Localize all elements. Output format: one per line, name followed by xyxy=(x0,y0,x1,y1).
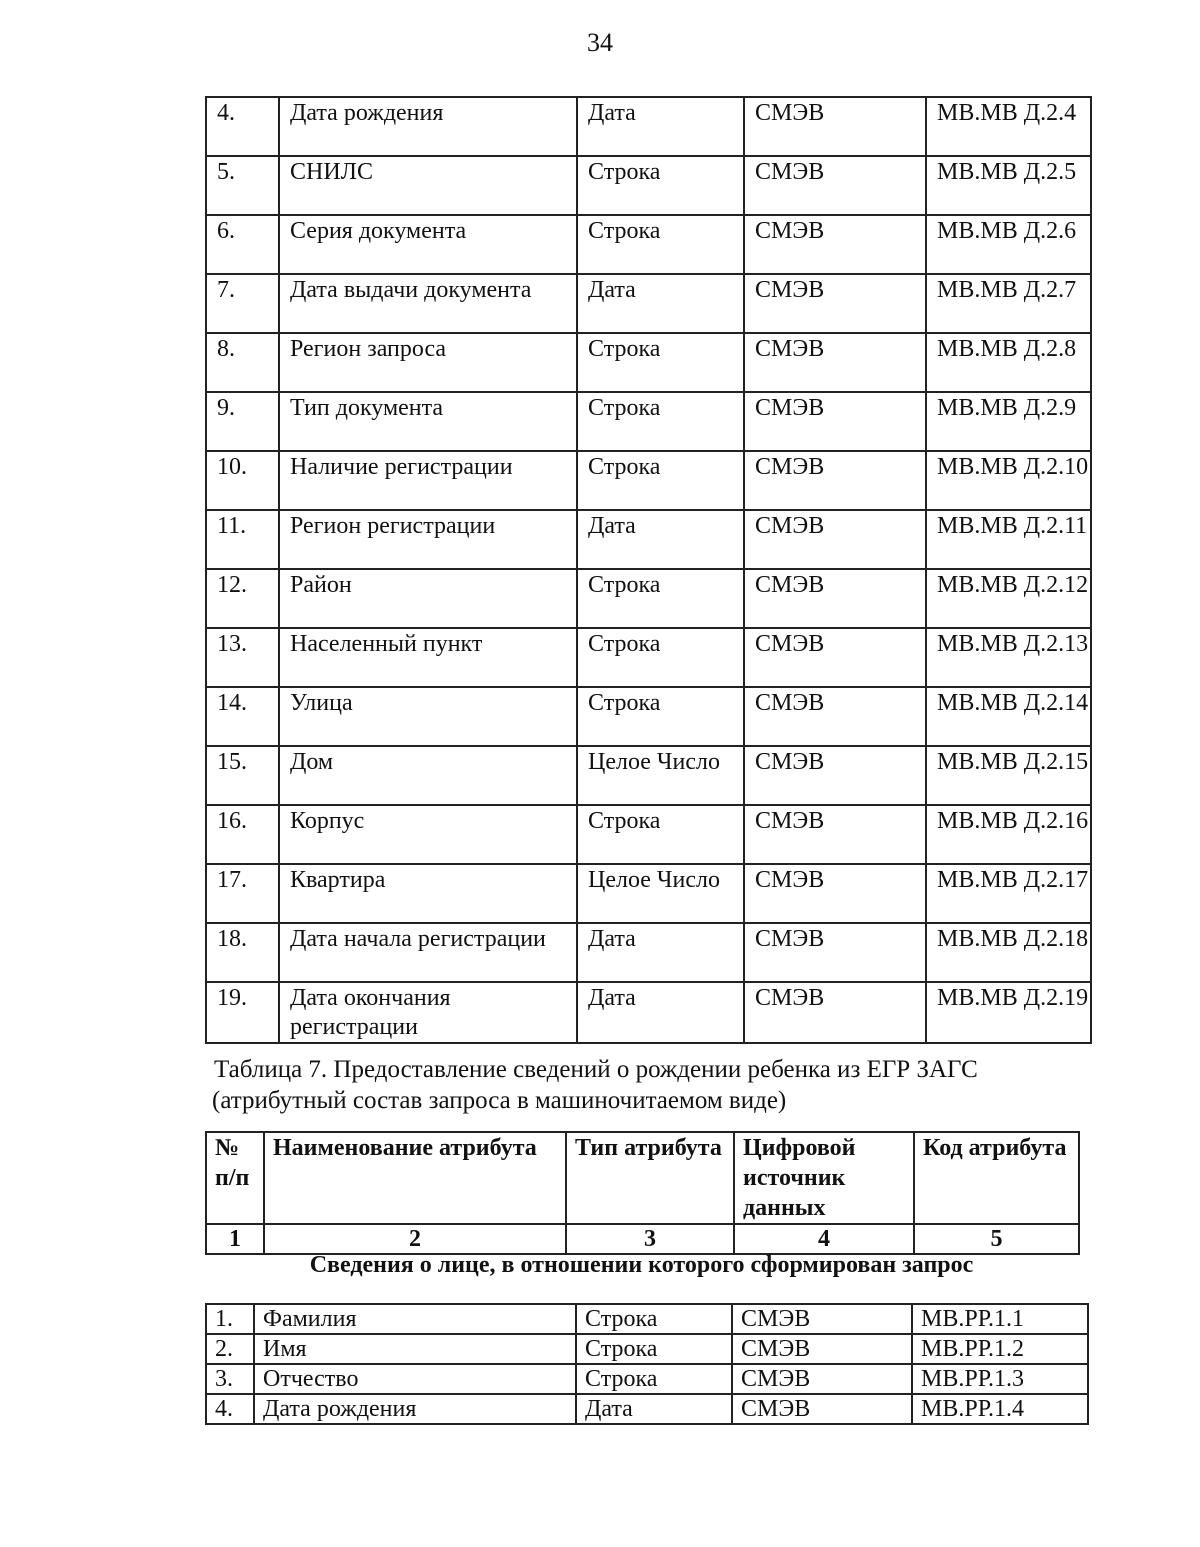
table-row xyxy=(206,392,1091,451)
attribute-type: Строка xyxy=(577,215,744,274)
row-number: 12. xyxy=(206,569,279,628)
attribute-name: Регион регистрации xyxy=(279,510,577,569)
attribute-type: Целое Число xyxy=(577,746,744,805)
attribute-name: Наличие регистрации xyxy=(279,451,577,510)
data-source: СМЭВ xyxy=(744,274,926,333)
attribute-name: Дата выдачи документа xyxy=(279,274,577,333)
header-number: № п/п xyxy=(206,1132,264,1224)
attribute-type: Строка xyxy=(577,687,744,746)
table-caption xyxy=(214,1054,1114,1116)
table-7-person-rows xyxy=(205,1303,1089,1425)
table-row xyxy=(206,1364,1088,1394)
attribute-name: Населенный пункт xyxy=(279,628,577,687)
data-source: СМЭВ xyxy=(744,215,926,274)
attribute-type: Целое Число xyxy=(577,864,744,923)
table-row xyxy=(206,1394,1088,1424)
attribute-name: Дата начала регистрации xyxy=(279,923,577,982)
row-number: 4. xyxy=(206,1394,254,1424)
attribute-type: Дата xyxy=(577,982,744,1043)
attribute-type: Строка xyxy=(577,156,744,215)
attribute-name: Дом xyxy=(279,746,577,805)
attribute-code: МВ.МВ Д.2.10 xyxy=(926,451,1091,510)
table-row xyxy=(206,510,1091,569)
row-number: 6. xyxy=(206,215,279,274)
attribute-name: Отчество xyxy=(254,1364,576,1394)
row-number: 10. xyxy=(206,451,279,510)
row-number: 13. xyxy=(206,628,279,687)
row-number: 11. xyxy=(206,510,279,569)
attribute-code: МВ.РР.1.4 xyxy=(912,1394,1088,1424)
attribute-code: МВ.МВ Д.2.9 xyxy=(926,392,1091,451)
attribute-code: МВ.РР.1.2 xyxy=(912,1334,1088,1364)
table-row xyxy=(206,628,1091,687)
attribute-type: Строка xyxy=(577,333,744,392)
row-number: 5. xyxy=(206,156,279,215)
attribute-code: МВ.МВ Д.2.17 xyxy=(926,864,1091,923)
data-source: СМЭВ xyxy=(744,392,926,451)
attribute-name: Серия документа xyxy=(279,215,577,274)
data-source: СМЭВ xyxy=(744,569,926,628)
table-row xyxy=(206,156,1091,215)
attribute-name: Дата рождения xyxy=(279,97,577,156)
table-row xyxy=(206,451,1091,510)
attribute-code: МВ.РР.1.3 xyxy=(912,1364,1088,1394)
data-source: СМЭВ xyxy=(744,451,926,510)
row-number: 9. xyxy=(206,392,279,451)
table-7-header xyxy=(205,1131,1080,1255)
data-source: СМЭВ xyxy=(744,805,926,864)
attribute-type: Строка xyxy=(577,628,744,687)
page-number: 34 xyxy=(587,28,613,57)
data-source: СМЭВ xyxy=(732,1364,912,1394)
attribute-code: МВ.МВ Д.2.16 xyxy=(926,805,1091,864)
attribute-name: Тип документа xyxy=(279,392,577,451)
row-number: 1. xyxy=(206,1304,254,1334)
attribute-code: МВ.МВ Д.2.15 xyxy=(926,746,1091,805)
row-number: 18. xyxy=(206,923,279,982)
table-row xyxy=(206,569,1091,628)
attribute-name: Дата окончания регистрации xyxy=(279,982,577,1043)
attribute-type: Строка xyxy=(577,451,744,510)
row-number: 14. xyxy=(206,687,279,746)
table-row xyxy=(206,805,1091,864)
data-source: СМЭВ xyxy=(732,1394,912,1424)
attribute-type: Строка xyxy=(576,1364,732,1394)
table-row xyxy=(206,274,1091,333)
attribute-code: МВ.МВ Д.2.12 xyxy=(926,569,1091,628)
column-number: 3 xyxy=(566,1224,734,1254)
table-row xyxy=(206,923,1091,982)
data-source: СМЭВ xyxy=(732,1304,912,1334)
column-number: 5 xyxy=(914,1224,1079,1254)
attribute-name: СНИЛС xyxy=(279,156,577,215)
row-number: 3. xyxy=(206,1364,254,1394)
attribute-type: Строка xyxy=(577,569,744,628)
attribute-name: Регион запроса xyxy=(279,333,577,392)
header-attribute-name: Наименование атрибута xyxy=(264,1132,566,1224)
attribute-code: МВ.РР.1.1 xyxy=(912,1304,1088,1334)
attribute-code: МВ.МВ Д.2.8 xyxy=(926,333,1091,392)
attributes-table-continuation xyxy=(205,96,1092,1044)
data-source: СМЭВ xyxy=(744,864,926,923)
attribute-name: Корпус xyxy=(279,805,577,864)
attribute-code: МВ.МВ Д.2.14 xyxy=(926,687,1091,746)
row-number: 16. xyxy=(206,805,279,864)
table-row xyxy=(206,746,1091,805)
attribute-type: Дата xyxy=(576,1394,732,1424)
section-title: Сведения о лице, в отношении которого сформирован запрос xyxy=(309,1252,974,1278)
attribute-code: МВ.МВ Д.2.5 xyxy=(926,156,1091,215)
row-number: 8. xyxy=(206,333,279,392)
row-number: 2. xyxy=(206,1334,254,1364)
row-number: 7. xyxy=(206,274,279,333)
attribute-code: МВ.МВ Д.2.18 xyxy=(926,923,1091,982)
attribute-code: МВ.МВ Д.2.4 xyxy=(926,97,1091,156)
attribute-type: Дата xyxy=(577,97,744,156)
attribute-name: Дата рождения xyxy=(254,1394,576,1424)
header-attribute-type: Тип атрибута xyxy=(566,1132,734,1224)
table-row xyxy=(206,215,1091,274)
attribute-type: Строка xyxy=(576,1334,732,1364)
data-source: СМЭВ xyxy=(744,156,926,215)
table-row xyxy=(206,333,1091,392)
table-row xyxy=(206,982,1091,1043)
attribute-name: Улица xyxy=(279,687,577,746)
column-number: 4 xyxy=(734,1224,914,1254)
data-source: СМЭВ xyxy=(744,333,926,392)
attribute-type: Строка xyxy=(577,805,744,864)
data-source: СМЭВ xyxy=(744,746,926,805)
header-attribute-code: Код атрибута xyxy=(914,1132,1079,1224)
attribute-type: Дата xyxy=(577,274,744,333)
table-row xyxy=(206,687,1091,746)
data-source: СМЭВ xyxy=(744,982,926,1043)
attribute-name: Фамилия xyxy=(254,1304,576,1334)
data-source: СМЭВ xyxy=(744,687,926,746)
caption-line-2: (атрибутный состав запроса в машиночитаемом виде) xyxy=(212,1087,787,1114)
data-source: СМЭВ xyxy=(744,923,926,982)
data-source: СМЭВ xyxy=(744,510,926,569)
column-number: 1 xyxy=(206,1224,264,1254)
attribute-type: Дата xyxy=(577,510,744,569)
table-row xyxy=(206,1334,1088,1364)
attribute-type: Строка xyxy=(577,392,744,451)
attribute-name: Квартира xyxy=(279,864,577,923)
header-data-source: Цифровой источник данных xyxy=(734,1132,914,1224)
table-row xyxy=(206,864,1091,923)
row-number: 17. xyxy=(206,864,279,923)
attribute-type: Строка xyxy=(576,1304,732,1334)
table-row xyxy=(206,97,1091,156)
attribute-type: Дата xyxy=(577,923,744,982)
row-number: 4. xyxy=(206,97,279,156)
attribute-code: МВ.МВ Д.2.6 xyxy=(926,215,1091,274)
attribute-name: Имя xyxy=(254,1334,576,1364)
row-number: 15. xyxy=(206,746,279,805)
attribute-code: МВ.МВ Д.2.13 xyxy=(926,628,1091,687)
table-row xyxy=(206,1304,1088,1334)
data-source: СМЭВ xyxy=(744,628,926,687)
data-source: СМЭВ xyxy=(744,97,926,156)
data-source: СМЭВ xyxy=(732,1334,912,1364)
caption-line-1: Таблица 7. Предоставление сведений о рождении ребенка из ЕГР ЗАГС xyxy=(214,1056,978,1083)
row-number: 19. xyxy=(206,982,279,1043)
attribute-code: МВ.МВ Д.2.11 xyxy=(926,510,1091,569)
attribute-code: МВ.МВ Д.2.7 xyxy=(926,274,1091,333)
attribute-code: МВ.МВ Д.2.19 xyxy=(926,982,1091,1043)
column-number: 2 xyxy=(264,1224,566,1254)
attribute-name: Район xyxy=(279,569,577,628)
